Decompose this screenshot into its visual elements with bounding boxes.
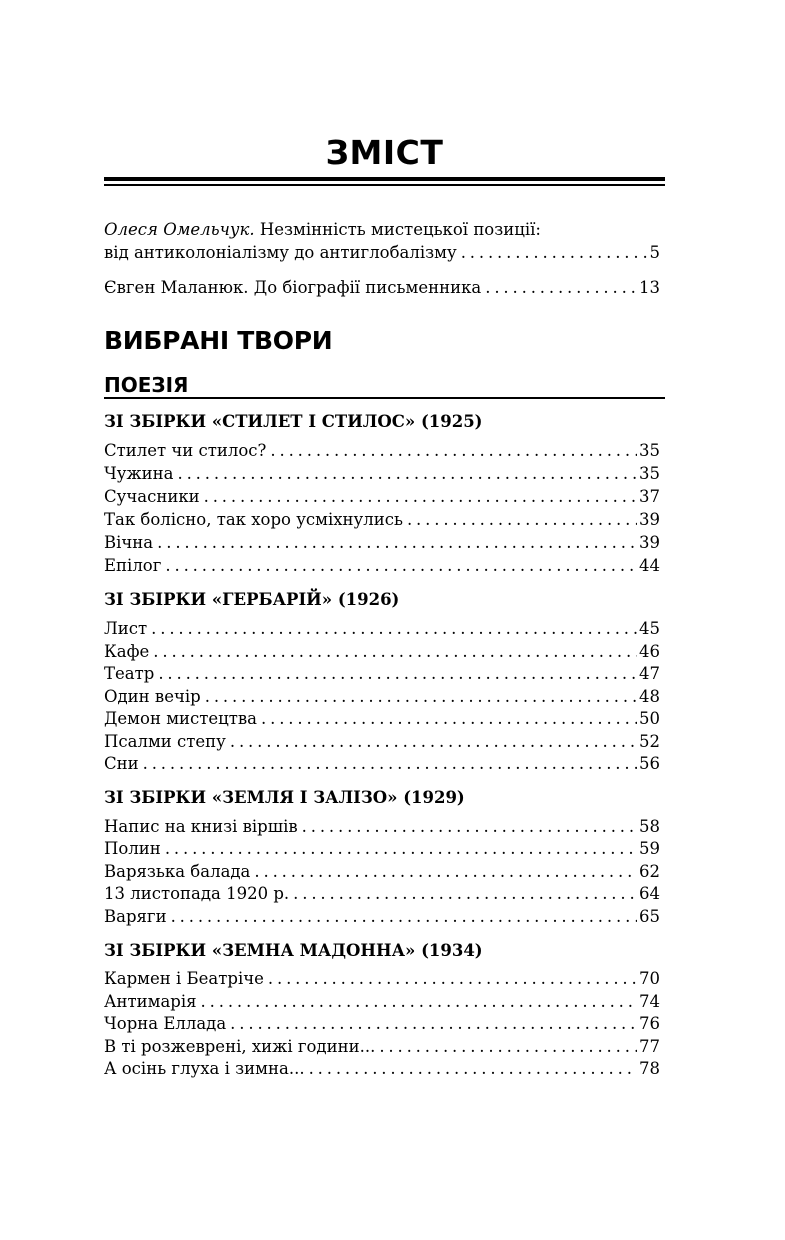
entry-title: Сни bbox=[104, 754, 139, 773]
leader-dots bbox=[204, 486, 637, 508]
entry-title: Так болісно, так хоро усміхнулись bbox=[104, 510, 403, 529]
entry-title: Вічна bbox=[104, 533, 154, 552]
entry-page-number: 35 bbox=[639, 464, 660, 483]
entry-page-number: 50 bbox=[639, 709, 660, 728]
toc-entry[interactable] bbox=[104, 686, 660, 708]
toc-entry[interactable] bbox=[104, 641, 660, 663]
title-rule-thick bbox=[104, 177, 665, 181]
leader-dots bbox=[309, 1058, 637, 1080]
entry-page-number: 62 bbox=[639, 862, 660, 881]
entry-page-number: 74 bbox=[639, 992, 660, 1011]
toc-entry[interactable] bbox=[104, 816, 660, 838]
entry-page-number: 52 bbox=[639, 732, 660, 751]
leader-dots bbox=[379, 1036, 637, 1058]
collection-heading: ЗІ ЗБІРКИ «ЗЕМНА МАДОННА» (1934) bbox=[104, 941, 483, 960]
entry-title: Кармен і Беатріче bbox=[104, 969, 264, 988]
leader-dots bbox=[165, 838, 637, 860]
leader-dots bbox=[165, 555, 637, 577]
entry-title: Демон мистецтва bbox=[104, 709, 258, 728]
leader-dots bbox=[143, 753, 637, 775]
toc-entry[interactable] bbox=[104, 618, 660, 640]
intro-line-1 bbox=[104, 219, 541, 241]
collection-heading: ЗІ ЗБІРКИ «ГЕРБАРІЙ» (1926) bbox=[104, 590, 400, 609]
leader-dots bbox=[230, 1013, 637, 1035]
entry-title: Антимарія bbox=[104, 992, 197, 1011]
entry-title: Варязька балада bbox=[104, 862, 251, 881]
bio-page-number: 13 bbox=[639, 278, 660, 297]
toc-entry[interactable] bbox=[104, 883, 660, 905]
entry-title: Один вечір bbox=[104, 687, 201, 706]
leader-dots bbox=[230, 731, 637, 753]
bio-title: Євген Маланюк. До біографії письменника bbox=[104, 278, 482, 297]
toc-entry[interactable] bbox=[104, 532, 660, 554]
toc-entry[interactable] bbox=[104, 731, 660, 753]
toc-entry[interactable] bbox=[104, 1013, 660, 1035]
toc-entry[interactable] bbox=[104, 555, 660, 577]
leader-dots bbox=[254, 861, 637, 883]
toc-entry[interactable] bbox=[104, 509, 660, 531]
entry-title: В ті розжеврені, хижі години... bbox=[104, 1037, 376, 1056]
leader-dots bbox=[177, 463, 637, 485]
entry-title: Полин bbox=[104, 839, 161, 858]
toc-entry[interactable] bbox=[104, 440, 660, 462]
entry-title: Стилет чи стилос? bbox=[104, 441, 267, 460]
intro-author: Олеся Омельчук. bbox=[104, 220, 255, 239]
intro-title-part2: від антиколоніалізму до антиглобалізму bbox=[104, 243, 457, 262]
entry-page-number: 39 bbox=[639, 533, 660, 552]
entry-page-number: 45 bbox=[639, 619, 660, 638]
leader-dots bbox=[151, 618, 637, 640]
collection-heading: ЗІ ЗБІРКИ «ЗЕМЛЯ І ЗАЛІЗО» (1929) bbox=[104, 788, 465, 807]
leader-dots bbox=[171, 906, 637, 928]
toc-entry[interactable] bbox=[104, 968, 660, 990]
leader-dots bbox=[293, 883, 637, 905]
entry-title: Сучасники bbox=[104, 487, 200, 506]
entry-page-number: 37 bbox=[639, 487, 660, 506]
toc-entry[interactable] bbox=[104, 1036, 660, 1058]
subsection-heading: ПОЕЗІЯ bbox=[104, 373, 189, 397]
intro-title-part1: Незмінність мистецької позиції: bbox=[254, 220, 541, 239]
toc-entry[interactable] bbox=[104, 861, 660, 883]
entry-title: Епілог bbox=[104, 556, 162, 575]
entry-title: Варяги bbox=[104, 907, 167, 926]
leader-dots bbox=[461, 242, 648, 264]
entry-page-number: 46 bbox=[639, 642, 660, 661]
entry-page-number: 39 bbox=[639, 510, 660, 529]
entry-title: Кафе bbox=[104, 642, 150, 661]
intro-page-number: 5 bbox=[649, 243, 660, 262]
entry-title: Чужина bbox=[104, 464, 174, 483]
toc-entry[interactable] bbox=[104, 838, 660, 860]
leader-dots bbox=[407, 509, 637, 531]
entry-page-number: 48 bbox=[639, 687, 660, 706]
entry-title: 13 листопада 1920 р. bbox=[104, 884, 290, 903]
subsection-rule bbox=[104, 397, 665, 399]
entry-page-number: 70 bbox=[639, 969, 660, 988]
entry-title: Напис на книзі віршів bbox=[104, 817, 298, 836]
toc-entry[interactable] bbox=[104, 906, 660, 928]
page-title: ЗМІСТ bbox=[325, 133, 444, 172]
entry-page-number: 47 bbox=[639, 664, 660, 683]
toc-entry[interactable] bbox=[104, 1058, 660, 1080]
toc-entry[interactable] bbox=[104, 708, 660, 730]
leader-dots bbox=[268, 968, 637, 990]
entry-page-number: 77 bbox=[639, 1037, 660, 1056]
leader-dots bbox=[270, 440, 637, 462]
entry-title: Лист bbox=[104, 619, 148, 638]
toc-entry[interactable] bbox=[104, 463, 660, 485]
entry-page-number: 76 bbox=[639, 1014, 660, 1033]
title-rule-thin bbox=[104, 184, 665, 186]
bio-entry[interactable] bbox=[104, 277, 660, 299]
entry-page-number: 56 bbox=[639, 754, 660, 773]
entry-title: Чорна Еллада bbox=[104, 1014, 227, 1033]
leader-dots bbox=[201, 991, 637, 1013]
entry-page-number: 35 bbox=[639, 441, 660, 460]
toc-entry[interactable] bbox=[104, 991, 660, 1013]
leader-dots bbox=[205, 686, 637, 708]
toc-entry[interactable] bbox=[104, 486, 660, 508]
entry-page-number: 65 bbox=[639, 907, 660, 926]
toc-entry[interactable] bbox=[104, 663, 660, 685]
entry-page-number: 58 bbox=[639, 817, 660, 836]
leader-dots bbox=[261, 708, 637, 730]
entry-page-number: 64 bbox=[639, 884, 660, 903]
leader-dots bbox=[153, 641, 637, 663]
entry-page-number: 59 bbox=[639, 839, 660, 858]
collection-heading: ЗІ ЗБІРКИ «СТИЛЕТ І СТИЛОС» (1925) bbox=[104, 412, 483, 431]
leader-dots bbox=[302, 816, 637, 838]
entry-title: А осінь глуха і зимна... bbox=[104, 1059, 305, 1078]
entry-title: Театр bbox=[104, 664, 155, 683]
leader-dots bbox=[158, 663, 637, 685]
leader-dots bbox=[485, 277, 637, 299]
entry-page-number: 44 bbox=[639, 556, 660, 575]
section-heading: ВИБРАНІ ТВОРИ bbox=[104, 326, 333, 355]
toc-entry[interactable] bbox=[104, 753, 660, 775]
leader-dots bbox=[157, 532, 637, 554]
intro-entry[interactable] bbox=[104, 242, 660, 264]
entry-title: Псалми степу bbox=[104, 732, 226, 751]
entry-page-number: 78 bbox=[639, 1059, 660, 1078]
